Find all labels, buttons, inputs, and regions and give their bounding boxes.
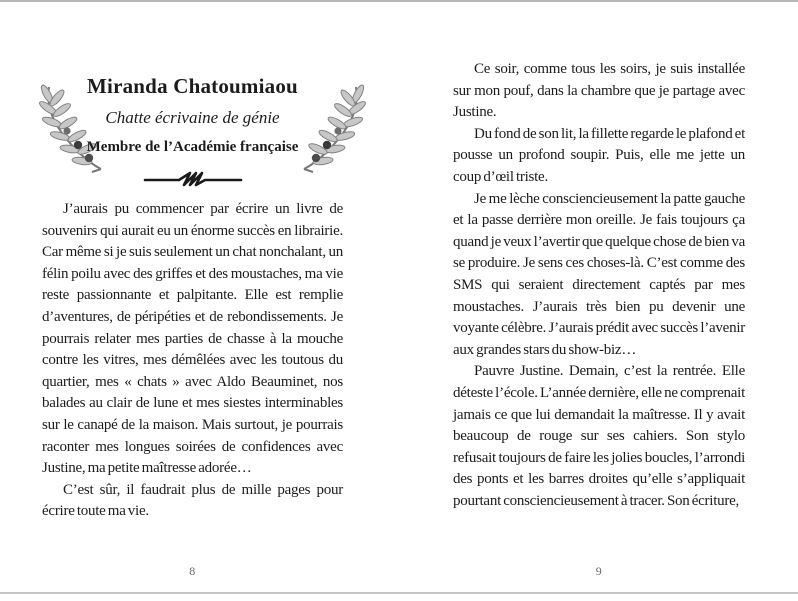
chapter-header <box>42 74 343 156</box>
bottom-border-line <box>0 592 798 594</box>
ornament-divider <box>42 169 343 194</box>
page-left <box>42 0 343 601</box>
page-right <box>453 0 745 601</box>
paragraph: C’est sûr, il faudrait plus de mille pages pour écrire toute ma vie. <box>42 481 343 520</box>
right-page-number: 9 <box>595 564 603 578</box>
author-affiliation: Membre de l’Académie française <box>86 139 299 155</box>
paragraph: Pauvre Justine. Demain, c’est la rentrée. Elle déteste l’école. L’année dernière, elle ne comprenait jamais ce que lui demandait la maîtresse. Il y avait beaucoup de rouge sur ses cahiers. Son stylo refusait toujours de faire les jolies boucles, l’arrondi des ponts et les barres droites qu’elle s’appliquait pourtant consciencieusement à tracer. Son écriture, <box>453 363 745 509</box>
right-page-text <box>453 59 745 512</box>
paragraph: Je me lèche consciencieusement la patte gauche et la passe derrière mon oreille. Je fais toujours ça quand je veux l’avertir que quelque chose de bien va se produire. Je sens ces choses-là. C’est comme des SMS qui seraient directement captés par mes moustaches. J’aurais très bien pu devenir une voyante célèbre. J’aurais prédit avec succès l’avenir aux grandes stars du show-biz… <box>453 190 745 358</box>
paragraph: J’aurais pu commencer par écrire un livre de souvenirs qui aurait eu un énorme succès en librairie. Car même si je suis seulement un chat nonchalant, un félin poilu avec des griffes et des moustaches, ma vie reste passionnante et palpitante. Elle est remplie d’aventures, de péripéties et de rebondissements. Je pourrais relater mes parties de chasse à la mouche contre les vitres, mes démêlées avec les toutous du quartier, mes « chats » avec Aldo Beauminet, nos balades au clair de lune et mes siestes interminables sur le canapé de la maison. Mais surtout, je pourrais raconter mes longues soirées de confidences avec Justine, ma petite maîtresse adorée… <box>42 201 343 477</box>
author-subtitle: Chatte écrivaine de génie <box>105 108 280 127</box>
left-page-number: 8 <box>189 564 196 578</box>
paragraph: Du fond de son lit, la fillette regarde le plafond et pousse un profond soupir. Puis, elle me jette un coup d’œil triste. <box>453 125 745 185</box>
author-title: Miranda Chatoumiaou <box>87 74 298 98</box>
paragraph: Ce soir, comme tous les soirs, je suis installée sur mon pouf, dans la chambre que je partage avec Justine. <box>453 61 745 121</box>
left-page-text <box>42 199 343 523</box>
rope-twist-icon <box>141 169 245 189</box>
